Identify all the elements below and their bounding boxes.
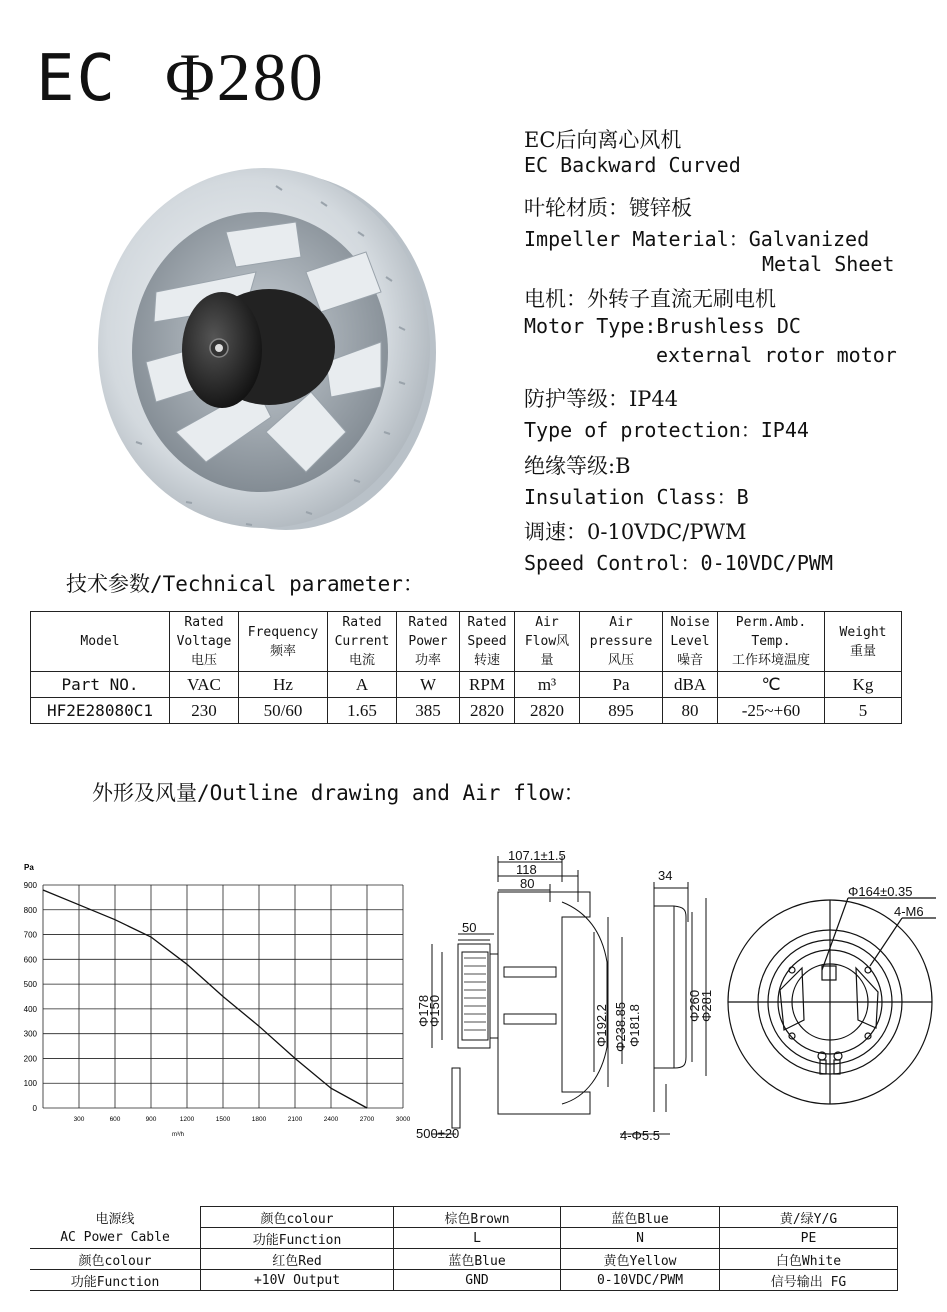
dim-178: Φ178 xyxy=(416,994,431,1027)
unit-cell: Hz xyxy=(239,672,328,698)
y-tick-label: 900 xyxy=(23,881,37,890)
spec-type-cn: EC后向离心风机 xyxy=(524,128,682,152)
value-cell: 385 xyxy=(397,698,460,724)
cable-cell: 颜色colour xyxy=(201,1207,394,1228)
unit-cell: Pa xyxy=(580,672,663,698)
dim-50: 50 xyxy=(462,920,477,935)
unit-cell: Kg xyxy=(825,672,902,698)
unit-cell: VAC xyxy=(170,672,239,698)
dim-238: Φ238.85 xyxy=(613,1001,628,1052)
spec-impeller-en-2: Metal Sheet xyxy=(762,252,895,276)
chart-ylabel: Pa xyxy=(24,863,34,872)
title-prefix: EC xyxy=(36,42,118,116)
dim-80: 80 xyxy=(520,876,535,891)
y-tick-label: 0 xyxy=(32,1104,37,1113)
dim-holes: 4-Φ5.5 xyxy=(620,1128,661,1143)
th-temperature: Perm.Amb. Temp. 工作环境温度 xyxy=(718,612,825,672)
page-title xyxy=(36,38,325,117)
unit-cell: ℃ xyxy=(718,672,825,698)
y-tick-label: 700 xyxy=(23,930,37,940)
cable-cell: 蓝色Blue xyxy=(561,1207,720,1228)
cable-cell: PE xyxy=(720,1228,898,1249)
title-size: Φ280 xyxy=(165,39,325,115)
cable-cell: 白色White xyxy=(720,1249,898,1270)
spec-insulation-cn: 绝缘等级:B xyxy=(524,454,631,478)
th-speed: Rated Speed 转速 xyxy=(460,612,515,672)
y-tick-label: 800 xyxy=(23,905,37,915)
tech-header-row xyxy=(31,612,902,672)
spec-motor-cn: 电机：外转子直流无刷电机 xyxy=(524,287,776,311)
spec-motor-en-2: external rotor motor xyxy=(656,343,897,367)
dim-118: 118 xyxy=(516,862,537,877)
inlet-view-drawing xyxy=(712,870,940,1106)
value-cell: 2820 xyxy=(515,698,580,724)
unit-cell: W xyxy=(397,672,460,698)
dim-34: 34 xyxy=(658,868,673,883)
x-tick-label: 600 xyxy=(109,1116,121,1123)
value-cell: -25~+60 xyxy=(718,698,825,724)
cable-cell: +10V Output xyxy=(201,1270,394,1291)
dim-500: 500±20 xyxy=(416,1126,460,1141)
cable-cell: GND xyxy=(394,1270,561,1291)
cable-cell: 红色Red xyxy=(201,1249,394,1270)
dim-181: Φ181.8 xyxy=(627,1004,642,1047)
x-tick-label: 900 xyxy=(145,1116,157,1123)
cable-cell: 功能Function xyxy=(201,1228,394,1249)
y-tick-label: 300 xyxy=(23,1029,37,1039)
cable-cell: 0-10VDC/PWM xyxy=(561,1270,720,1291)
th-pressure: Air pressure 风压 xyxy=(580,612,663,672)
cable-cell: 黄/绿Y/G xyxy=(720,1207,898,1228)
pressure-curve xyxy=(43,890,367,1108)
cable-cell: L xyxy=(394,1228,561,1249)
spec-protection-cn: 防护等级：IP44 xyxy=(524,387,679,411)
fan-product-image xyxy=(96,162,442,538)
cable-cell: 信号输出 FG xyxy=(720,1270,898,1291)
cable-cell: 棕色Brown xyxy=(394,1207,561,1228)
x-tick-label: 1200 xyxy=(179,1116,195,1123)
x-tick-label: 1500 xyxy=(215,1116,231,1123)
value-cell: 5 xyxy=(825,698,902,724)
spec-type-en: EC Backward Curved xyxy=(524,153,741,177)
th-current: Rated Current 电流 xyxy=(328,612,397,672)
profile-drawing xyxy=(600,862,714,1152)
spec-protection-en: Type of protection：IP44 xyxy=(524,418,809,442)
y-tick-label: 100 xyxy=(23,1079,37,1089)
spec-speed-en: Speed Control：0-10VDC/PWM xyxy=(524,551,833,575)
cable-cell: 黄色Yellow xyxy=(561,1249,720,1270)
chart-x-ticks xyxy=(74,1116,411,1123)
value-cell: 50/60 xyxy=(239,698,328,724)
x-tick-label: 3000 xyxy=(395,1116,411,1123)
cable-colour-label: 颜色colour xyxy=(30,1249,201,1270)
value-cell: 230 xyxy=(170,698,239,724)
spec-insulation-en: Insulation Class：B xyxy=(524,485,749,509)
tech-value-row xyxy=(31,698,902,724)
outline-heading: 外形及风量/Outline drawing and Air flow： xyxy=(92,781,585,805)
unit-cell: RPM xyxy=(460,672,515,698)
y-tick-label: 600 xyxy=(23,955,37,965)
cable-cell: N xyxy=(561,1228,720,1249)
value-cell: 1.65 xyxy=(328,698,397,724)
tech-parameter-table xyxy=(30,611,902,724)
x-tick-label: 2400 xyxy=(323,1116,339,1123)
unit-cell: m³ xyxy=(515,672,580,698)
th-noise: Noise Level 噪音 xyxy=(663,612,718,672)
tech-heading: 技术参数/Technical parameter： xyxy=(66,572,424,596)
cable-table xyxy=(30,1206,898,1291)
airflow-chart xyxy=(10,850,420,1150)
dim-281: Φ281 xyxy=(699,989,714,1022)
y-tick-label: 200 xyxy=(23,1054,37,1064)
th-airflow: Air Flow风 量 xyxy=(515,612,580,672)
cable-ac-label: AC Power Cable xyxy=(30,1228,201,1249)
tech-unit-row xyxy=(31,672,902,698)
cable-function-label: 功能Function xyxy=(30,1270,201,1291)
value-cell: HF2E28080C1 xyxy=(31,698,170,724)
dim-150: Φ150 xyxy=(427,994,442,1027)
spec-speed-cn: 调速：0-10VDC/PWM xyxy=(524,520,747,544)
value-cell: 80 xyxy=(663,698,718,724)
x-tick-label: 2100 xyxy=(287,1116,303,1123)
th-weight: Weight 重量 xyxy=(825,612,902,672)
spec-impeller-en: Impeller Material：Galvanized xyxy=(524,227,870,251)
x-tick-label: 1800 xyxy=(251,1116,267,1123)
dim-m6: 4-M6 xyxy=(894,904,924,919)
y-tick-label: 400 xyxy=(23,1004,37,1014)
chart-xlabel: m³/h xyxy=(172,1132,184,1138)
spec-impeller-cn: 叶轮材质：镀锌板 xyxy=(524,196,692,220)
value-cell: 895 xyxy=(580,698,663,724)
dim-192: Φ192.2 xyxy=(594,1004,609,1047)
x-tick-label: 2700 xyxy=(359,1116,375,1123)
value-cell: 2820 xyxy=(460,698,515,724)
dim-107: 107.1±1.5 xyxy=(508,848,566,863)
th-voltage: Rated Voltage 电压 xyxy=(170,612,239,672)
unit-cell: dBA xyxy=(663,672,718,698)
th-model: Model xyxy=(31,612,170,672)
cable-title: 电源线 xyxy=(95,1211,135,1227)
unit-cell: Part NO. xyxy=(31,672,170,698)
x-tick-label: 300 xyxy=(73,1116,85,1123)
th-frequency: Frequency 频率 xyxy=(239,612,328,672)
y-tick-label: 500 xyxy=(23,980,37,990)
cable-cell: 蓝色Blue xyxy=(394,1249,561,1270)
th-power: Rated Power 功率 xyxy=(397,612,460,672)
dim-260: Φ260 xyxy=(687,989,702,1022)
chart-y-ticks xyxy=(24,881,38,1113)
unit-cell: A xyxy=(328,672,397,698)
spec-motor-en: Motor Type:Brushless DC xyxy=(524,314,801,338)
dim-164: Φ164±0.35 xyxy=(848,884,913,899)
